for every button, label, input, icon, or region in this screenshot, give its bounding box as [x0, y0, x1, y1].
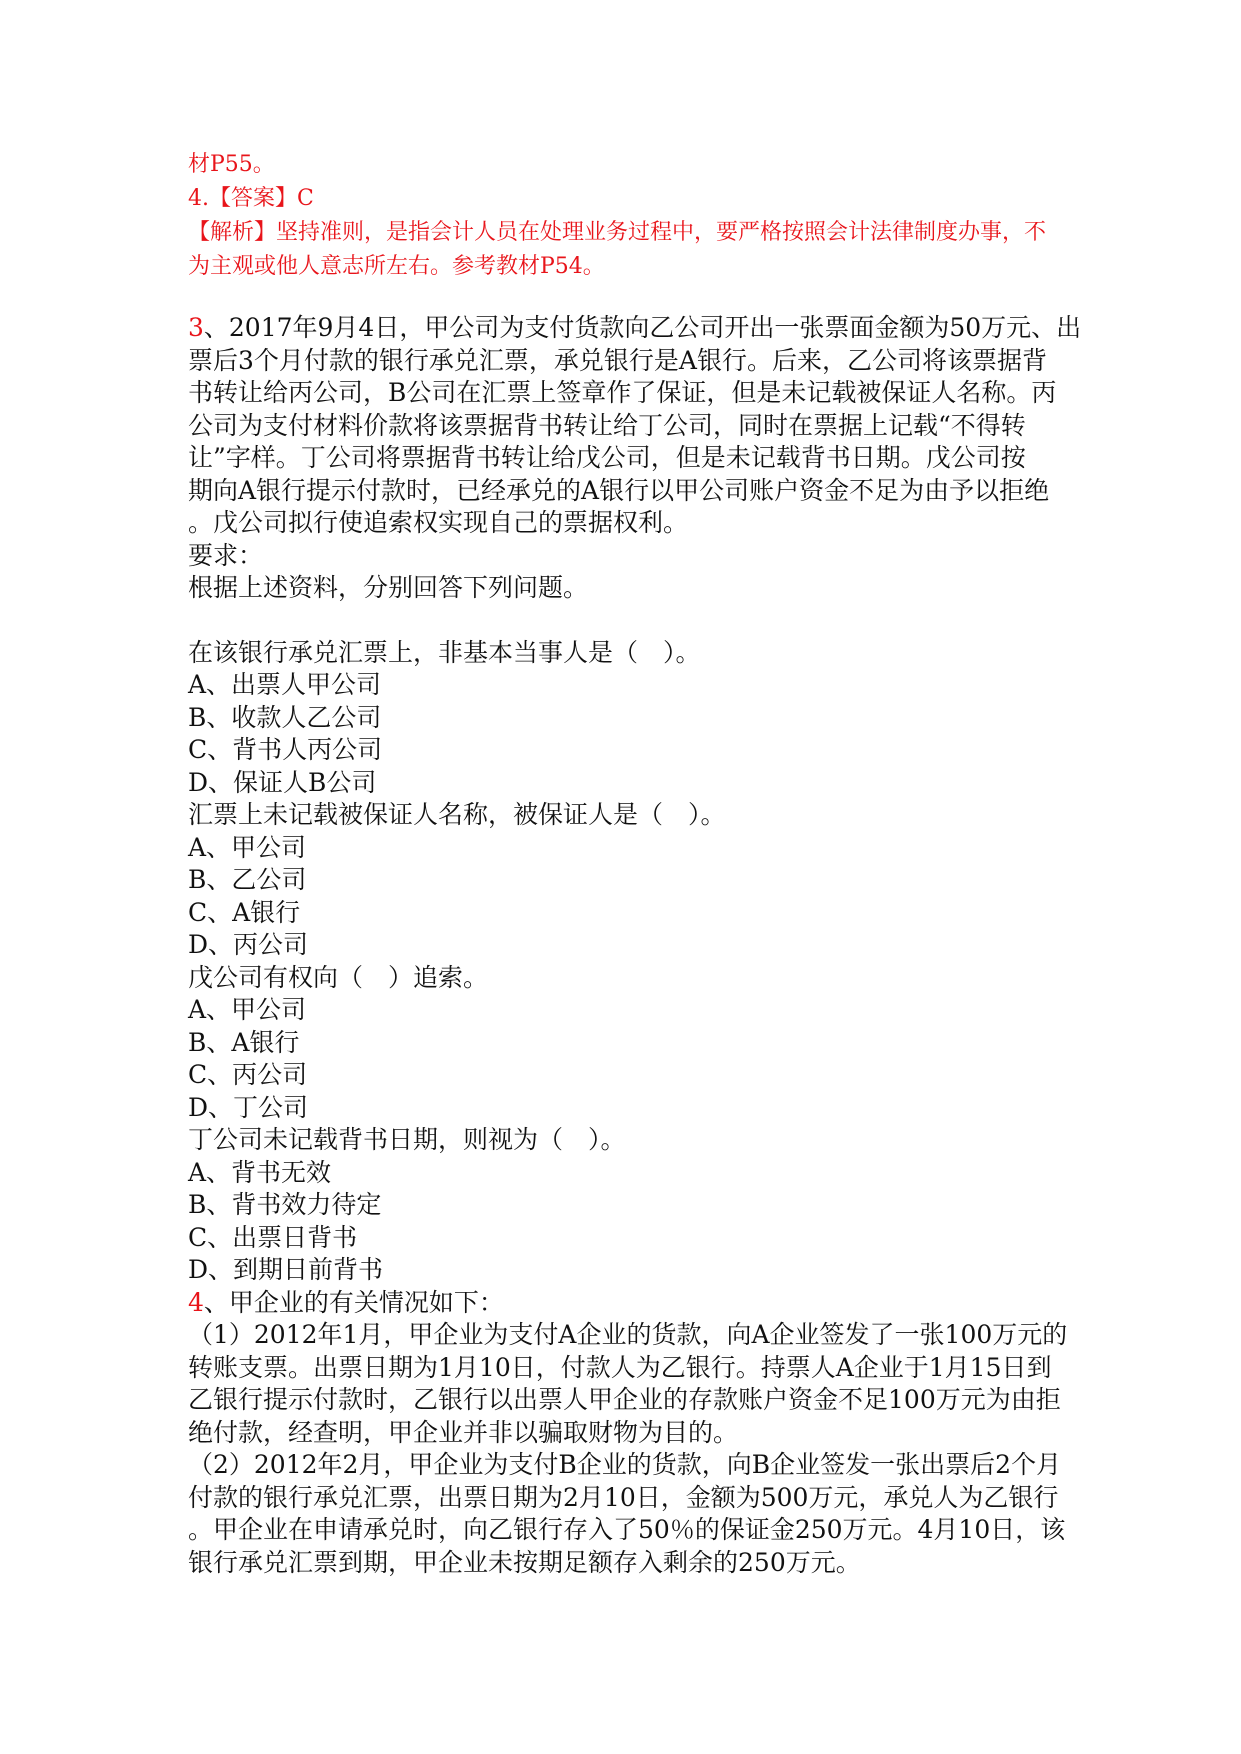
question-text-line: 书转让给丙公司，B公司在汇票上签章作了保证，但是未记载被保证人名称。丙	[188, 378, 1057, 407]
question-text-line: 乙银行提示付款时，乙银行以出票人甲企业的存款账户资金不足100万元为由拒	[188, 1385, 1061, 1414]
answer-option: B、收款人乙公司	[188, 702, 382, 732]
question-text-line: 公司为支付材料价款将该票据背书转让给丁公司，同时在票据上记载“不得转	[188, 410, 1026, 440]
question-number: 3	[188, 313, 204, 342]
sub-question-list	[188, 637, 1068, 1287]
answer-option: C、A银行	[188, 897, 301, 927]
question-number: 4	[188, 1287, 204, 1317]
requirement-label: 要求：	[188, 540, 264, 570]
sub-question-stem: 汇票上未记载被保证人名称，被保证人是（ ）。	[188, 800, 726, 829]
sub-question-stem: 在该银行承兑汇票上，非基本当事人是（ ）。	[188, 637, 701, 667]
question-text-line: 银行承兑汇票到期，甲企业未按期足额存入剩余的250万元。	[188, 1547, 861, 1577]
text-line: 材P55。	[188, 152, 275, 177]
answer-option: A、甲公司	[188, 995, 307, 1024]
answer-option: A、背书无效	[188, 1157, 332, 1187]
answer-option: B、乙公司	[188, 865, 307, 894]
sub-question	[188, 962, 1068, 1125]
instruction-line: 根据上述资料，分别回答下列问题。	[188, 573, 589, 602]
question-text-line: （2）2012年2月，甲企业为支付B企业的货款，向B企业签发一张出票后2个月	[188, 1450, 1062, 1479]
explanation-line: 为主观或他人意志所左右。参考教材P54。	[188, 254, 605, 279]
answer-option: C、出票日背书	[188, 1222, 358, 1252]
question-text-line: 绝付款，经查明，甲企业并非以骗取财物为目的。	[188, 1417, 739, 1447]
question-text-line: 。戊公司拟行使追索权实现自己的票据权利。	[188, 508, 689, 537]
question-4-text	[188, 1319, 1068, 1579]
sub-question	[188, 637, 1068, 800]
answer-option: B、背书效力待定	[188, 1190, 382, 1219]
explanation-line: 【解析】坚持准则，是指会计人员在处理业务过程中，要严格按照会计法律制度办事，不	[188, 220, 1047, 245]
answer-line: 4.【答案】C	[188, 186, 314, 211]
question-3-text	[188, 312, 1082, 540]
answer-option: B、A银行	[188, 1027, 300, 1057]
answer-option: D、丙公司	[188, 930, 309, 959]
question-text-line: 票后3个月付款的银行承兑汇票，承兑银行是A银行。后来，乙公司将该票据背	[188, 345, 1047, 375]
answer-option: D、丁公司	[188, 1092, 309, 1122]
question-3	[188, 312, 1082, 1287]
previous-answer-block	[188, 148, 1068, 284]
question-text-line: （1）2012年1月，甲企业为支付A企业的货款，向A企业签发了一张100万元的	[188, 1320, 1068, 1349]
answer-option: D、保证人B公司	[188, 767, 377, 797]
sub-question	[188, 1124, 1068, 1287]
question-text-line: 。甲企业在申请承兑时，向乙银行存入了50％的保证金250万元。4月10日，该	[188, 1515, 1066, 1544]
question-text-line: 让”字样。丁公司将票据背书转让给戊公司，但是未记载背书日期。戊公司按	[188, 443, 1026, 472]
answer-option: C、丙公司	[188, 1060, 308, 1089]
sub-question	[188, 799, 1068, 962]
question-4	[188, 1287, 1068, 1580]
question-3-title	[188, 312, 1082, 345]
sub-question-stem: 丁公司未记载背书日期，则视为（ ）。	[188, 1125, 626, 1154]
answer-option: A、甲公司	[188, 832, 307, 862]
question-text: 、2017年9月4日，甲公司为支付货款向乙公司开出一张票面金额为50万元、出	[203, 313, 1082, 342]
sub-question-stem: 戊公司有权向（ ）追索。	[188, 962, 489, 992]
answer-option: C、背书人丙公司	[188, 735, 383, 764]
answer-option: D、到期日前背书	[188, 1255, 384, 1284]
document-page	[188, 148, 1082, 1579]
answer-option: A、出票人甲公司	[188, 670, 382, 699]
question-4-title	[188, 1287, 1068, 1320]
question-text-line: 付款的银行承兑汇票，出票日期为2月10日，金额为500万元，承兑人为乙银行	[188, 1482, 1059, 1512]
question-title: 、甲企业的有关情况如下：	[203, 1287, 504, 1317]
question-text-line: 转账支票。出票日期为1月10日，付款人为乙银行。持票人A企业于1月15日到	[188, 1352, 1052, 1382]
question-text-line: 期向A银行提示付款时，已经承兑的A银行以甲公司账户资金不足为由予以拒绝	[188, 475, 1050, 505]
